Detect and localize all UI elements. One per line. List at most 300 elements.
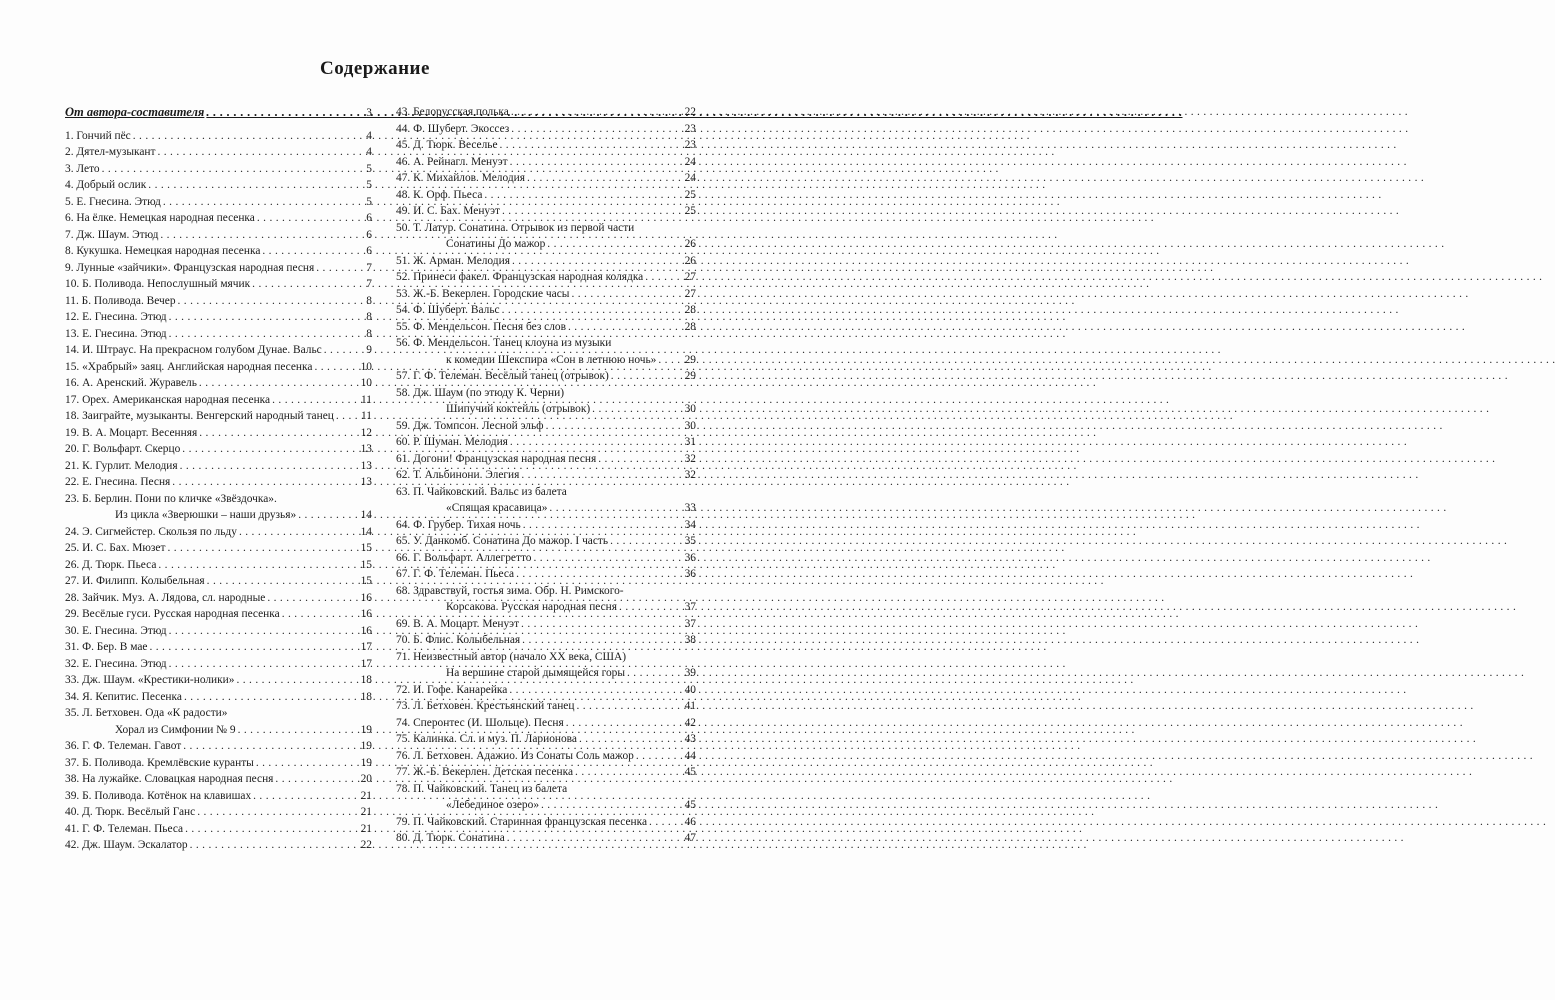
toc-entry <box>396 715 696 732</box>
toc-entry-text: 64. Ф. Грубер. Тихая ночь <box>396 518 521 531</box>
toc-entry <box>396 533 696 550</box>
toc-left-list <box>65 128 372 854</box>
leader-dots <box>509 682 682 699</box>
toc-page-number: 16 <box>360 591 372 604</box>
toc-entry <box>396 187 696 204</box>
toc-entry <box>65 293 372 310</box>
toc-entry <box>65 590 372 607</box>
leader-dots <box>546 418 683 435</box>
toc-page-number: 36 <box>684 568 696 580</box>
toc-entry-text: 13. Е. Гнесина. Этюд <box>65 327 167 340</box>
toc-entry-text: 1. Гончий пёс <box>65 129 131 142</box>
leader-dots <box>510 154 683 171</box>
leader-dots <box>619 599 683 616</box>
toc-entry-text: 79. П. Чайковский. Старинная французская песенка <box>396 815 648 828</box>
toc-entry <box>396 220 696 237</box>
toc-page-number: 21 <box>360 789 372 802</box>
toc-entry-text: 41. Г. Ф. Телеман. Пьеса <box>65 822 184 835</box>
toc-page-number: 39 <box>684 667 696 679</box>
toc-entry <box>65 177 372 194</box>
toc-entry-text: 25. И. С. Бах. Мюзет <box>65 542 166 554</box>
toc-entry-text: 26. Д. Тюрк. Пьеса <box>65 558 157 571</box>
leader-dots <box>184 689 359 706</box>
leader-dots <box>636 748 683 765</box>
leader-dots <box>500 137 683 154</box>
leader-dots <box>576 698 682 715</box>
leader-dots <box>272 392 359 409</box>
toc-page-number: 28 <box>684 320 696 333</box>
toc-entry <box>396 599 696 616</box>
toc-page-number: 25 <box>684 188 696 201</box>
toc-entry <box>396 682 696 699</box>
toc-entry-text: 9. Лунные «зайчики». Французская народная песня <box>65 261 315 274</box>
toc-entry-text: к комедии Шекспира «Сон в летнюю ночь» <box>446 353 657 366</box>
toc-right-list <box>396 104 696 847</box>
toc-page-number: 18 <box>360 674 372 686</box>
leader-dots <box>610 533 683 550</box>
toc-entry <box>396 203 696 220</box>
toc-entry-text: Сонатины До мажор <box>446 238 546 250</box>
toc-entry-text: 15. «Храбрый» заяц. Английская народная песенка <box>65 360 313 373</box>
leader-dots <box>611 368 683 385</box>
toc-entry-text: 49. И. С. Бах. Менуэт <box>396 205 500 217</box>
toc-entry-text: 68. Здравствуй, гостья зима. Обр. Н. Римского- <box>396 584 624 597</box>
toc-page-number: 8 <box>366 311 372 323</box>
leader-dots <box>484 187 682 204</box>
toc-page-number: 7 <box>366 261 372 274</box>
toc-entry-text: 39. Б. Поливода. Котёнок на клавишах <box>65 789 252 802</box>
toc-entry <box>396 385 696 402</box>
toc-entry <box>396 814 696 831</box>
toc-page-number: 8 <box>366 294 372 307</box>
leader-dots <box>314 359 358 376</box>
toc-page-number: 6 <box>366 245 372 257</box>
leader-dots <box>182 441 358 458</box>
toc-page-number: 17 <box>360 657 372 670</box>
toc-page-number: 14 <box>360 509 372 521</box>
toc-page-number: 30 <box>684 403 696 415</box>
toc-entry-text: «Лебединое озеро» <box>446 799 540 811</box>
leader-dots <box>158 557 358 574</box>
toc-entry-text: 47. К. Михайлов. Мелодия <box>396 172 525 184</box>
toc-entry-text: 70. Б. Флис. Колыбельная <box>396 634 521 646</box>
toc-entry <box>396 665 696 682</box>
leader-dots <box>238 722 359 739</box>
toc-entry-text: 11. Б. Поливода. Вечер <box>65 294 176 307</box>
toc-entry-text: 33. Дж. Шаум. «Крестики-нолики» <box>65 674 235 686</box>
leader-dots <box>206 104 360 121</box>
toc-entry <box>396 104 696 121</box>
toc-page-number: 37 <box>684 601 696 613</box>
leader-dots <box>523 517 683 534</box>
toc-entry-text: 72. И. Гофе. Канарейка <box>396 683 508 696</box>
toc-entry-text: От автора-составителя <box>65 105 205 119</box>
toc-entry <box>396 484 696 501</box>
leader-dots <box>511 121 682 138</box>
toc-entry <box>396 764 696 781</box>
toc-entry <box>65 128 372 145</box>
leader-dots <box>183 738 358 755</box>
toc-entry <box>65 194 372 211</box>
leader-dots <box>522 632 682 649</box>
toc-entry-text: 58. Дж. Шаум (по этюду К. Черни) <box>396 386 564 399</box>
toc-entry <box>65 144 372 161</box>
toc-page-number: 37 <box>684 617 696 630</box>
toc-page-number: 6 <box>366 212 372 224</box>
toc-entry-text: 50. Т. Латур. Сонатина. Отрывок из первой части <box>396 221 635 234</box>
leader-dots <box>149 639 358 656</box>
toc-entry-text: 42. Дж. Шаум. Эскалатор <box>65 839 188 851</box>
toc-entry <box>396 698 696 715</box>
toc-entry <box>396 418 696 435</box>
toc-entry-text: На вершине старой дымящейся горы <box>446 667 626 679</box>
toc-page-number: 21 <box>360 822 372 835</box>
toc-page-number: 29 <box>684 353 696 366</box>
toc-entry <box>65 243 372 260</box>
toc-entry <box>65 375 372 392</box>
toc-page-number: 17 <box>360 641 372 653</box>
leader-dots <box>516 566 683 583</box>
toc-page-number: 9 <box>366 344 372 356</box>
leader-dots <box>282 606 359 623</box>
toc-entry-text: 17. Орех. Американская народная песенка <box>65 393 271 406</box>
toc-entry <box>65 491 372 508</box>
toc-entry-text: 36. Г. Ф. Телеман. Гавот <box>65 740 182 752</box>
toc-entry <box>65 326 372 343</box>
toc-entry-text: 3. Лето <box>65 162 100 175</box>
toc-entry <box>396 121 696 138</box>
leader-dots <box>571 286 682 303</box>
toc-entry <box>396 500 696 517</box>
toc-entry <box>396 434 696 451</box>
toc-entry-text: 43. Белорусская полька <box>396 106 509 118</box>
toc-page-number: 33 <box>684 502 696 514</box>
toc-page-number: 27 <box>684 287 696 300</box>
toc-entry-text: «Спящая красавица» <box>446 502 548 514</box>
toc-page-number: 14 <box>360 525 372 538</box>
toc-entry <box>396 748 696 765</box>
toc-entry <box>65 705 372 722</box>
toc-entry-text: 27. И. Филипп. Колыбельная <box>65 575 205 587</box>
leader-dots <box>207 573 359 590</box>
toc-entry-text: 24. Э. Сигмейстер. Скользя по льду <box>65 525 237 538</box>
toc-entry-text: 63. П. Чайковский. Вальс из балета <box>396 485 567 498</box>
toc-entry <box>396 467 696 484</box>
leader-dots <box>507 830 683 847</box>
toc-page-number: 5 <box>366 195 372 208</box>
leader-dots <box>133 128 360 145</box>
toc-entry <box>396 319 696 336</box>
toc-entry <box>65 656 372 673</box>
toc-entry <box>65 458 372 475</box>
toc-entry <box>65 606 372 623</box>
toc-entry-text: 28. Зайчик. Муз. А. Лядова, сл. народные <box>65 591 266 604</box>
leader-dots <box>511 104 683 121</box>
toc-entry <box>65 639 372 656</box>
toc-entry-text: 12. Е. Гнесина. Этюд <box>65 311 167 323</box>
toc-page-number: 36 <box>684 551 696 564</box>
toc-entry-text: 19. В. А. Моцарт. Весенняя <box>65 426 198 439</box>
toc-entry <box>65 804 372 821</box>
leader-dots <box>267 590 358 607</box>
leader-dots <box>163 194 360 211</box>
toc-page-number: 41 <box>684 700 696 712</box>
toc-page-number: 31 <box>684 436 696 448</box>
toc-entry-text: 59. Дж. Томпсон. Лесной эльф <box>396 419 544 432</box>
toc-entry-text: 75. Калинка. Сл. и муз. П. Ларионова <box>396 733 577 745</box>
toc-entry <box>396 335 696 352</box>
toc-entry <box>396 451 696 468</box>
toc-author-entry <box>65 104 372 121</box>
toc-page-number: 30 <box>684 419 696 432</box>
toc-page-number: 45 <box>684 766 696 778</box>
toc-entry-text: 18. Заиграйте, музыканты. Венгерский народный танец <box>65 410 334 422</box>
toc-entry <box>396 797 696 814</box>
leader-dots <box>172 474 358 491</box>
toc-entry-text: 16. А. Аренский. Журавель <box>65 377 197 389</box>
toc-entry-text: 37. Б. Поливода. Кремлёвские куранты <box>65 756 254 769</box>
toc-entry-text: 51. Ж. Арман. Мелодия <box>396 254 510 267</box>
toc-entry-text: 56. Ф. Мендельсон. Танец клоуна из музыки <box>396 337 612 349</box>
toc-page-number: 19 <box>360 723 372 736</box>
toc-entry <box>65 309 372 326</box>
leader-dots <box>256 755 359 772</box>
toc-entry <box>396 352 696 369</box>
toc-entry <box>65 425 372 442</box>
leader-dots <box>512 253 683 270</box>
toc-entry-text: 53. Ж.-Б. Векерлен. Городские часы <box>396 287 570 300</box>
toc-page-number: 27 <box>684 271 696 283</box>
toc-entry <box>396 649 696 666</box>
toc-entry <box>65 557 372 574</box>
toc-page-number: 16 <box>360 624 372 637</box>
toc-entry <box>396 170 696 187</box>
toc-entry <box>65 722 372 739</box>
toc-page-number: 12 <box>360 426 372 439</box>
toc-entry-text: 45. Д. Тюрк. Веселье <box>396 139 498 151</box>
leader-dots <box>169 309 360 326</box>
toc-entry <box>396 269 696 286</box>
toc-entry-text: 78. П. Чайковский. Танец из балета <box>396 782 568 795</box>
leader-dots <box>178 293 360 310</box>
toc-page-number: 23 <box>684 122 696 135</box>
toc-page-number: 4 <box>366 146 372 158</box>
toc-entry <box>65 210 372 227</box>
toc-page-number: 19 <box>360 740 372 752</box>
leader-dots <box>298 507 358 524</box>
toc-entry-text: 30. Е. Гнесина. Этюд <box>65 624 167 637</box>
toc-page-number: 25 <box>684 205 696 217</box>
toc-page-number: 11 <box>361 393 372 406</box>
leader-dots <box>199 425 358 442</box>
toc-page-number: 29 <box>684 370 696 382</box>
toc-page-number: 4 <box>366 129 372 142</box>
leader-dots <box>169 656 359 673</box>
toc-entry-text: 34. Я. Кепитис. Песенка <box>65 690 182 703</box>
toc-entry <box>396 830 696 847</box>
toc-entry <box>396 566 696 583</box>
toc-entry <box>396 632 696 649</box>
toc-page-number: 35 <box>684 535 696 547</box>
toc-entry-text: 10. Б. Поливода. Непослушный мячик <box>65 278 251 290</box>
toc-entry <box>65 738 372 755</box>
toc-entry-text: 74. Сперонтес (И. Шольце). Песня <box>396 716 564 729</box>
toc-entry-text: 55. Ф. Мендельсон. Песня без слов <box>396 320 566 333</box>
toc-entry-text: Корсакова. Русская народная песня <box>446 601 618 613</box>
leader-dots <box>316 260 360 277</box>
toc-entry-text: Хорал из Симфонии № 9 <box>115 723 236 736</box>
toc-entry-text: 5. Е. Гнесина. Этюд <box>65 195 161 208</box>
toc-entry-text: 44. Ф. Шуберт. Экоссез <box>396 122 510 135</box>
toc-entry <box>65 474 372 491</box>
page-title: Содержание <box>320 58 430 79</box>
toc-entry <box>65 507 372 524</box>
toc-page-number: 22 <box>684 106 696 118</box>
toc-entry <box>65 359 372 376</box>
toc-page-number: 13 <box>360 443 372 455</box>
toc-entry-text: 69. В. А. Моцарт. Менуэт <box>396 617 520 630</box>
leader-dots <box>547 236 682 253</box>
toc-entry-text: 21. К. Гурлит. Мелодия <box>65 459 178 472</box>
leader-dots <box>502 302 683 319</box>
toc-entry <box>65 689 372 706</box>
leader-dots <box>336 408 359 425</box>
toc-entry-text: 20. Г. Вольфарт. Скерцо <box>65 443 181 455</box>
leader-dots <box>533 550 682 567</box>
leader-dots <box>549 500 682 517</box>
toc-entry-text: 8. Кукушка. Немецкая народная песенка <box>65 245 261 257</box>
toc-entry <box>65 524 372 541</box>
leader-dots <box>568 319 683 336</box>
toc-page-number: 13 <box>360 476 372 488</box>
toc-entry <box>65 342 372 359</box>
toc-entry-text: 40. Д. Тюрк. Весёлый Ганс <box>65 806 196 818</box>
toc-page-number: 5 <box>366 162 372 175</box>
leader-dots <box>566 715 683 732</box>
toc-entry <box>65 260 372 277</box>
toc-entry-text: 46. А. Рейнагл. Менуэт <box>396 155 508 168</box>
toc-entry-text: 22. Е. Гнесина. Песня <box>65 476 171 488</box>
leader-dots <box>324 342 360 359</box>
toc-entry <box>65 540 372 557</box>
toc-page-number: 16 <box>360 608 372 620</box>
toc-entry <box>65 161 372 178</box>
leader-dots <box>649 814 683 831</box>
leader-dots <box>502 203 683 220</box>
toc-entry-text: 14. И. Штраус. На прекрасном голубом Дунае. Вальс <box>65 344 322 356</box>
toc-page-number: 24 <box>684 155 696 168</box>
toc-page-number: 26 <box>684 238 696 250</box>
toc-entry-text: 76. Л. Бетховен. Адажио. Из Сонаты Соль мажор <box>396 749 634 762</box>
leader-dots <box>148 177 360 194</box>
toc-entry <box>396 550 696 567</box>
toc-entry <box>65 227 372 244</box>
toc-entry-text: 4. Добрый ослик <box>65 179 147 191</box>
toc-entry-text: 48. К. Орф. Пьеса <box>396 188 483 201</box>
toc-entry <box>396 286 696 303</box>
toc-entry-text: 7. Дж. Шаум. Этюд <box>65 228 159 241</box>
leader-dots <box>102 161 360 178</box>
leader-dots <box>658 352 682 369</box>
leader-dots <box>180 458 359 475</box>
toc-page-number: 44 <box>684 749 696 762</box>
toc-page-number: 32 <box>684 469 696 481</box>
leader-dots <box>645 269 682 286</box>
toc-left-column <box>65 104 372 854</box>
toc-page-number: 10 <box>360 360 372 373</box>
toc-page-number: 23 <box>684 139 696 151</box>
toc-page-number: 13 <box>360 459 372 472</box>
toc-entry-text: 65. У. Данкомб. Сонатина До мажор. I часть <box>396 535 609 547</box>
leader-dots <box>239 524 359 541</box>
leader-dots <box>160 227 360 244</box>
toc-entry <box>65 788 372 805</box>
toc-page-number: 22 <box>360 839 372 851</box>
toc-entry <box>65 276 372 293</box>
leader-dots <box>598 451 682 468</box>
leader-dots <box>169 623 359 640</box>
toc-entry <box>65 408 372 425</box>
toc-entry <box>396 368 696 385</box>
toc-entry <box>65 821 372 838</box>
toc-page-number: 5 <box>366 179 372 191</box>
toc-page-number: 20 <box>360 773 372 785</box>
toc-entry <box>65 623 372 640</box>
toc-page-number: 3 <box>366 107 372 119</box>
leader-dots <box>197 804 358 821</box>
leader-dots <box>627 665 683 682</box>
toc-entry-text: 57. Г. Ф. Телеман. Весёлый танец (отрывок) <box>396 370 609 382</box>
leader-dots <box>236 672 358 689</box>
toc-entry <box>65 573 372 590</box>
toc-entry <box>396 517 696 534</box>
toc-page-number: 11 <box>361 410 372 422</box>
toc-page-number: 24 <box>684 172 696 184</box>
toc-entry <box>65 441 372 458</box>
toc-entry <box>65 392 372 409</box>
leader-dots <box>199 375 359 392</box>
toc-page-number: 6 <box>366 228 372 241</box>
toc-entry-text: Из цикла «Зверюшки – наши друзья» <box>115 509 297 521</box>
leader-dots <box>253 788 358 805</box>
toc-entry <box>396 253 696 270</box>
toc-page-number: 40 <box>684 683 696 696</box>
toc-entry <box>396 731 696 748</box>
leader-dots <box>527 170 683 187</box>
toc-entry <box>396 401 696 418</box>
leader-dots <box>579 731 683 748</box>
toc-page-number: 47 <box>684 832 696 844</box>
leader-dots <box>521 467 682 484</box>
toc-entry-text: 71. Неизвестный автор (начало XX века, США) <box>396 650 627 663</box>
toc-page-number: 15 <box>360 575 372 587</box>
toc-page-number: 18 <box>360 690 372 703</box>
toc-page-number: 19 <box>360 756 372 769</box>
toc-entry-text: 6. На ёлке. Немецкая народная песенка <box>65 212 255 224</box>
toc-entry <box>65 837 372 854</box>
toc-entry-text: 54. Ф. Шуберт. Вальс <box>396 304 500 316</box>
toc-entry-text: Шипучий коктейль (отрывок) <box>446 403 591 415</box>
toc-entry <box>65 771 372 788</box>
toc-entry-text: 62. Т. Альбинони. Элегия <box>396 469 520 481</box>
toc-entry <box>396 616 696 633</box>
leader-dots <box>157 144 360 161</box>
leader-dots <box>592 401 682 418</box>
toc-page-number: 32 <box>684 452 696 465</box>
toc-entry-text: 32. Е. Гнесина. Этюд <box>65 657 167 670</box>
toc-page-number: 15 <box>360 542 372 554</box>
leader-dots <box>262 243 360 260</box>
